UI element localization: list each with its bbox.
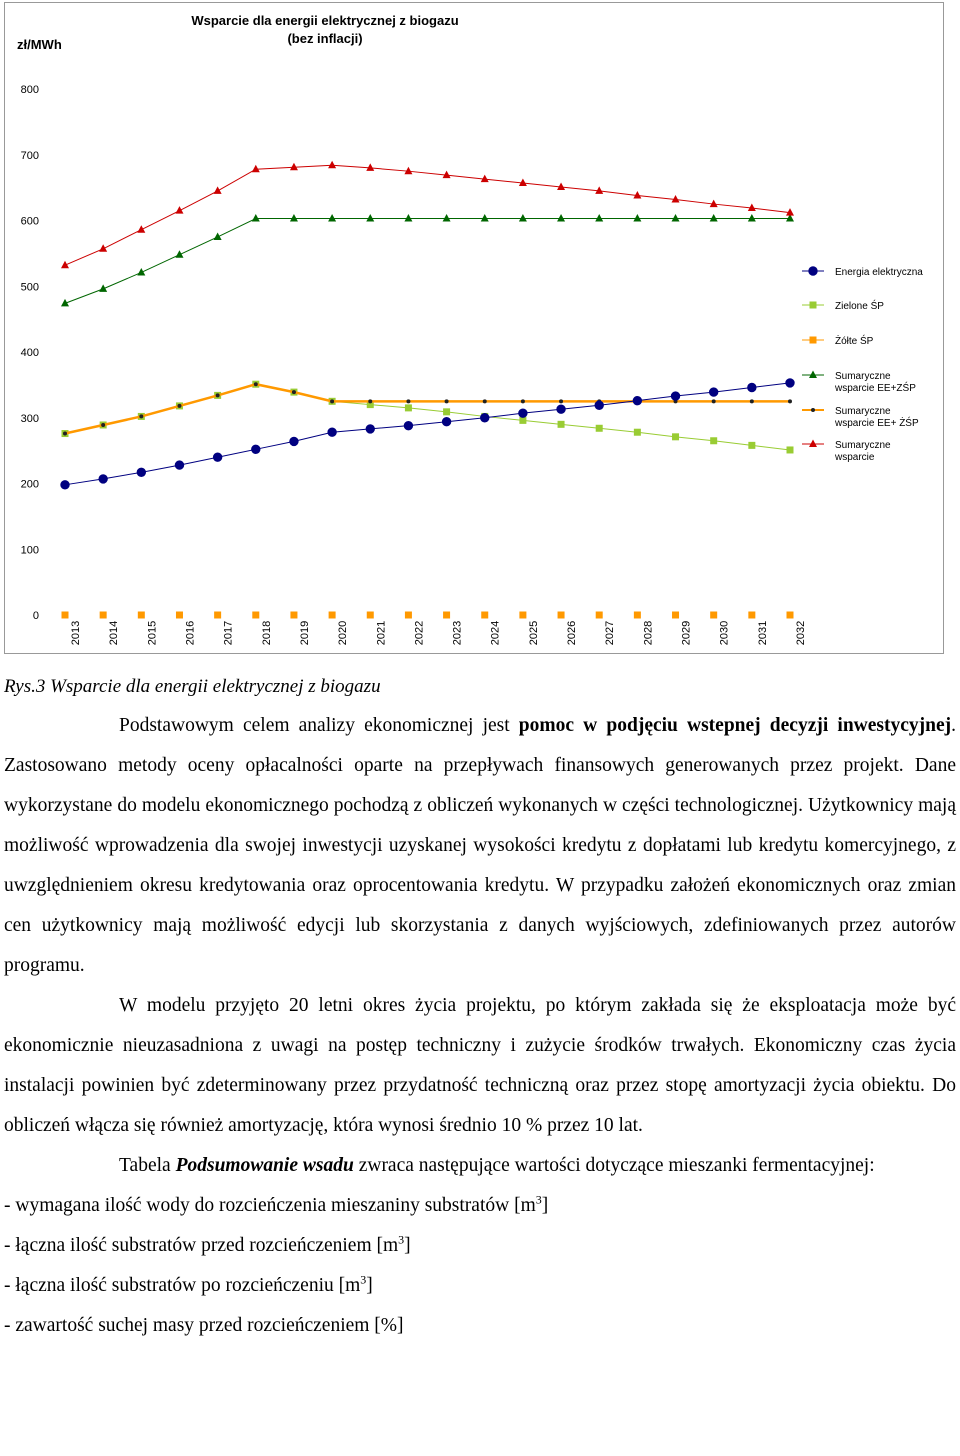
x-tick-label: 2020	[337, 620, 350, 646]
p1-bold: pomoc w podjęciu wstepnej decyzji inwestycyjnej	[518, 715, 952, 736]
data-point	[595, 214, 603, 222]
data-point	[710, 437, 717, 444]
data-point	[519, 214, 527, 222]
data-point	[712, 399, 716, 403]
data-point	[809, 440, 817, 448]
p1-text-a: Podstawowym celem analizy ekonomicznej jest	[119, 715, 519, 736]
x-tick-label: 2022	[413, 620, 426, 646]
data-point	[634, 612, 641, 619]
x-tick-label: 2028	[642, 620, 655, 646]
data-point	[810, 302, 817, 309]
data-point	[99, 244, 107, 252]
x-tick-label: 2021	[375, 620, 388, 646]
data-point	[61, 481, 69, 489]
data-point	[214, 186, 222, 194]
data-point	[138, 612, 145, 619]
legend-label: Żółte ŚP	[835, 336, 874, 347]
data-point	[100, 612, 107, 619]
li2-sup: 3	[398, 1232, 405, 1247]
data-point	[748, 612, 755, 619]
chart-title: Wsparcie dla energii elektrycznej z biogazu	[191, 13, 459, 28]
paragraph-3	[4, 1146, 956, 1186]
data-point	[366, 163, 374, 171]
data-point	[137, 468, 145, 476]
data-point	[290, 214, 298, 222]
li1-close: ]	[541, 1195, 549, 1216]
legend-label: Sumaryczne	[835, 371, 891, 382]
data-point	[443, 408, 450, 415]
x-tick-label: 2013	[70, 620, 82, 646]
data-point	[252, 445, 260, 453]
data-point	[366, 214, 374, 222]
data-point	[442, 417, 450, 425]
data-point	[367, 612, 374, 619]
p3-text-a: Tabela	[119, 1155, 176, 1176]
legend-label: Energia elektryczna	[835, 267, 923, 278]
data-point	[810, 337, 817, 344]
data-point	[788, 399, 792, 403]
data-point	[809, 371, 817, 379]
series-line	[65, 165, 790, 265]
data-point	[213, 453, 221, 461]
li3-sup: 3	[360, 1272, 367, 1287]
data-point	[99, 475, 107, 483]
data-point	[175, 461, 183, 469]
data-point	[368, 399, 372, 403]
x-tick-label: 2017	[222, 620, 235, 646]
data-point	[748, 442, 755, 449]
y-tick-label: 100	[20, 544, 39, 557]
y-tick-label: 300	[20, 412, 39, 425]
data-point	[290, 163, 298, 171]
data-point	[483, 399, 487, 403]
data-point	[809, 267, 817, 275]
x-tick-label: 2027	[604, 620, 617, 646]
p3-text-b: zwraca następujące wartości dotyczące mieszanki fermentacyjnej:	[353, 1155, 875, 1176]
data-point	[292, 390, 296, 394]
data-point	[748, 214, 756, 222]
data-point	[596, 425, 603, 432]
data-point	[595, 401, 603, 409]
legend-label: Sumaryczne	[835, 440, 891, 451]
data-point	[329, 612, 336, 619]
li3-close: ]	[366, 1275, 373, 1296]
y-tick-label: 800	[20, 84, 39, 96]
data-point	[366, 425, 374, 433]
document-body	[4, 668, 956, 1346]
series-line	[65, 383, 790, 485]
data-point	[214, 232, 222, 240]
paragraph-1	[4, 706, 956, 986]
data-point	[633, 396, 641, 404]
series-line	[65, 384, 790, 433]
chart-frame	[4, 2, 944, 654]
data-point	[445, 399, 449, 403]
x-tick-label: 2025	[527, 620, 540, 646]
paragraph-2: W modelu przyjęto 20 letni okres życia projektu, po którym zakłada się że eksploatacja może być ekonomicznie nieuzasadniona z uwagi na postęp techniczny i zużycie środków trwałych. Ekonomiczny czas życia instalacji powinien być zdeterminowany przez przydatność techniczną oraz przez stopę amortyzacji życia obiektu. Do obliczeń włącza się również amortyzację, która wynosi średnio 10 % przez 10 lat.	[4, 995, 956, 1136]
list-item-4: - zawartość suchej masy przed rozcieńczeniem [%]	[4, 1315, 404, 1336]
x-tick-label: 2024	[489, 620, 502, 646]
legend-label: wsparcie EE+ZŚP	[835, 383, 916, 394]
data-point	[254, 382, 258, 386]
data-point	[404, 167, 412, 175]
data-point	[633, 214, 641, 222]
legend-label: wsparcie EE+ ŻŚP	[835, 418, 919, 429]
list-item-1	[4, 1186, 956, 1226]
data-point	[481, 414, 489, 422]
li3-text: - łączna ilość substratów po rozcieńczeniu [m	[4, 1275, 361, 1296]
data-point	[634, 429, 641, 436]
legend-label: Zielone ŚP	[835, 301, 884, 312]
data-point	[672, 612, 679, 619]
data-point	[406, 399, 410, 403]
data-point	[252, 165, 260, 173]
data-point	[139, 414, 143, 418]
chart-svg	[5, 3, 945, 655]
data-point	[252, 214, 260, 222]
chart-subtitle: (bez inflacji)	[287, 31, 363, 46]
x-tick-label: 2031	[756, 620, 769, 646]
data-point	[558, 421, 565, 428]
data-point	[671, 392, 679, 400]
list-item-3	[4, 1266, 956, 1306]
x-tick-label: 2032	[795, 620, 807, 646]
y-tick-label: 400	[20, 347, 39, 359]
data-point	[63, 432, 67, 436]
data-point	[710, 612, 717, 619]
data-point	[557, 405, 565, 413]
data-point	[175, 206, 183, 214]
p1-text-b: . Zastosowano metody oceny opłacalności oparte na przepływach finansowych generowanych przez projekt. Dane wykorzystane do modelu ekonomicznego pochodzą z obliczeń wykonanych w części technologicznej. Użytkownicy mają możliwość wprowadzenia dla swojej inwestycji uzyskanej wysokości kredytu z dopłatami lub kredytu komercyjnego, z uwzględnieniem okresu kredytowania oraz oprocentowania kredytu. W przypadku założeń ekonomicznych oraz zmian cen użytkownicy mają możliwość edycji lub skorzystania z danych wyjściowych, zdefiniowanych przez autorów programu.	[4, 715, 956, 976]
li1-text: - wymagana ilość wody do rozcieńczenia mieszaniny substratów [m	[4, 1195, 536, 1216]
y-axis-label: zł/MWh	[17, 37, 62, 52]
legend-label: Sumaryczne	[835, 406, 891, 417]
data-point	[175, 250, 183, 258]
y-tick-label: 700	[20, 149, 39, 162]
data-point	[62, 612, 69, 619]
data-point	[404, 214, 412, 222]
data-point	[328, 428, 336, 436]
data-point	[252, 612, 259, 619]
data-point	[443, 612, 450, 619]
data-point	[214, 612, 221, 619]
data-point	[521, 399, 525, 403]
series-line	[65, 219, 790, 304]
y-tick-label: 200	[20, 478, 39, 491]
data-point	[290, 612, 297, 619]
data-point	[559, 399, 563, 403]
data-point	[710, 214, 718, 222]
x-tick-label: 2014	[108, 620, 121, 646]
data-point	[672, 433, 679, 440]
data-point	[137, 268, 145, 276]
legend-label: wsparcie	[835, 452, 875, 463]
data-point	[787, 612, 794, 619]
data-point	[328, 214, 336, 222]
x-tick-label: 2030	[718, 620, 731, 646]
data-point	[330, 399, 334, 403]
y-tick-label: 600	[20, 215, 39, 228]
data-point	[748, 383, 756, 391]
data-point	[405, 612, 412, 619]
data-point	[519, 612, 526, 619]
p3-emphasis: Podsumowanie wsadu	[175, 1155, 354, 1176]
data-point	[101, 423, 105, 427]
data-point	[672, 214, 680, 222]
data-point	[519, 409, 527, 417]
data-point	[786, 379, 794, 387]
data-point	[443, 214, 451, 222]
data-point	[558, 612, 565, 619]
series-line	[65, 384, 790, 450]
data-point	[177, 404, 181, 408]
data-point	[557, 214, 565, 222]
data-point	[176, 612, 183, 619]
li1-sup: 3	[535, 1192, 542, 1207]
data-point	[519, 417, 526, 424]
x-tick-label: 2016	[184, 620, 197, 646]
data-point	[787, 446, 794, 453]
data-point	[405, 404, 412, 411]
li2-text: - łączna ilość substratów przed rozcieńczeniem [m	[4, 1235, 399, 1256]
data-point	[216, 393, 220, 397]
x-tick-label: 2029	[680, 620, 693, 646]
li2-close: ]	[404, 1235, 411, 1256]
data-point	[811, 408, 815, 412]
x-tick-label: 2026	[566, 620, 579, 646]
data-point	[290, 437, 298, 445]
data-point	[137, 225, 145, 233]
data-point	[328, 161, 336, 169]
x-tick-label: 2023	[451, 620, 464, 646]
list-item-2	[4, 1226, 956, 1266]
x-tick-label: 2019	[298, 620, 311, 646]
x-tick-label: 2018	[260, 620, 273, 646]
data-point	[481, 612, 488, 619]
data-point	[481, 214, 489, 222]
figure-caption: Rys.3 Wsparcie dla energii elektrycznej z biogazu	[4, 676, 381, 697]
data-point	[750, 399, 754, 403]
data-point	[404, 421, 412, 429]
x-tick-label: 2015	[146, 620, 159, 646]
y-tick-label: 500	[20, 281, 39, 294]
y-tick-label: 0	[32, 610, 39, 622]
data-point	[596, 612, 603, 619]
data-point	[709, 388, 717, 396]
